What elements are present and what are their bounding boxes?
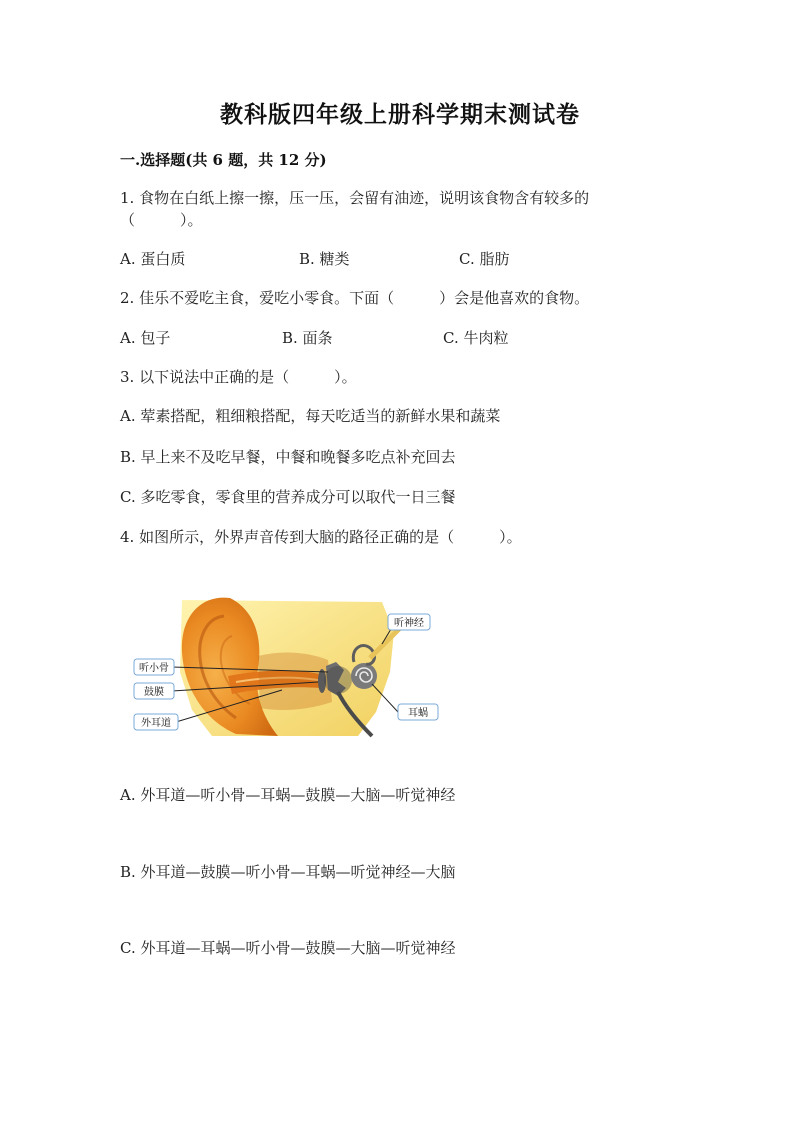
- question-3-text: 3. 以下说法中正确的是（ ）。: [120, 368, 357, 386]
- question-1-text-line-2: （ ）。: [120, 211, 203, 229]
- question-3-option-a[interactable]: A. 荤素搭配，粗细粮搭配，每天吃适当的新鲜水果和蔬菜: [120, 407, 501, 425]
- question-1-option-c[interactable]: C. 脂肪: [459, 250, 510, 268]
- svg-text:耳蜗: 耳蜗: [408, 708, 428, 719]
- ear-diagram: [132, 592, 450, 738]
- svg-text:听神经: 听神经: [394, 618, 424, 629]
- question-4-option-b[interactable]: B. 外耳道—鼓膜—听小骨—耳蜗—听觉神经—大脑: [120, 863, 456, 881]
- question-4-text: 4. 如图所示，外界声音传到大脑的路径正确的是（ ）。: [120, 528, 522, 546]
- question-3-option-c[interactable]: C. 多吃零食，零食里的营养成分可以取代一日三餐: [120, 488, 456, 506]
- question-4-option-a[interactable]: A. 外耳道—听小骨—耳蜗—鼓膜—大脑—听觉神经: [120, 786, 456, 804]
- page-title: 教科版四年级上册科学期末测试卷: [220, 101, 580, 128]
- question-2-option-b[interactable]: B. 面条: [282, 329, 333, 347]
- question-2-option-c[interactable]: C. 牛肉粒: [443, 329, 509, 347]
- question-4-option-c[interactable]: C. 外耳道—耳蜗—听小骨—鼓膜—大脑—听觉神经: [120, 939, 456, 957]
- question-2-text: 2. 佳乐不爱吃主食，爱吃小零食。下面（ ）会是他喜欢的食物。: [120, 289, 590, 307]
- svg-text:听小骨: 听小骨: [139, 663, 169, 674]
- question-1-option-a[interactable]: A. 蛋白质: [120, 250, 186, 268]
- question-1-option-b[interactable]: B. 糖类: [299, 250, 350, 268]
- middle-ear-cavity: [324, 666, 352, 694]
- question-3-option-b[interactable]: B. 早上来不及吃早餐，中餐和晚餐多吃点补充回去: [120, 448, 456, 466]
- question-2-option-a[interactable]: A. 包子: [120, 329, 171, 347]
- section-heading: 一.选择题(共 6 题，共 12 分): [120, 151, 327, 169]
- ear-anatomy-figure: [132, 592, 450, 738]
- svg-text:外耳道: 外耳道: [141, 718, 171, 729]
- svg-text:鼓膜: 鼓膜: [144, 687, 164, 698]
- question-1-text-line-1: 1. 食物在白纸上擦一擦，压一压，会留有油迹，说明该食物含有较多的: [120, 189, 590, 207]
